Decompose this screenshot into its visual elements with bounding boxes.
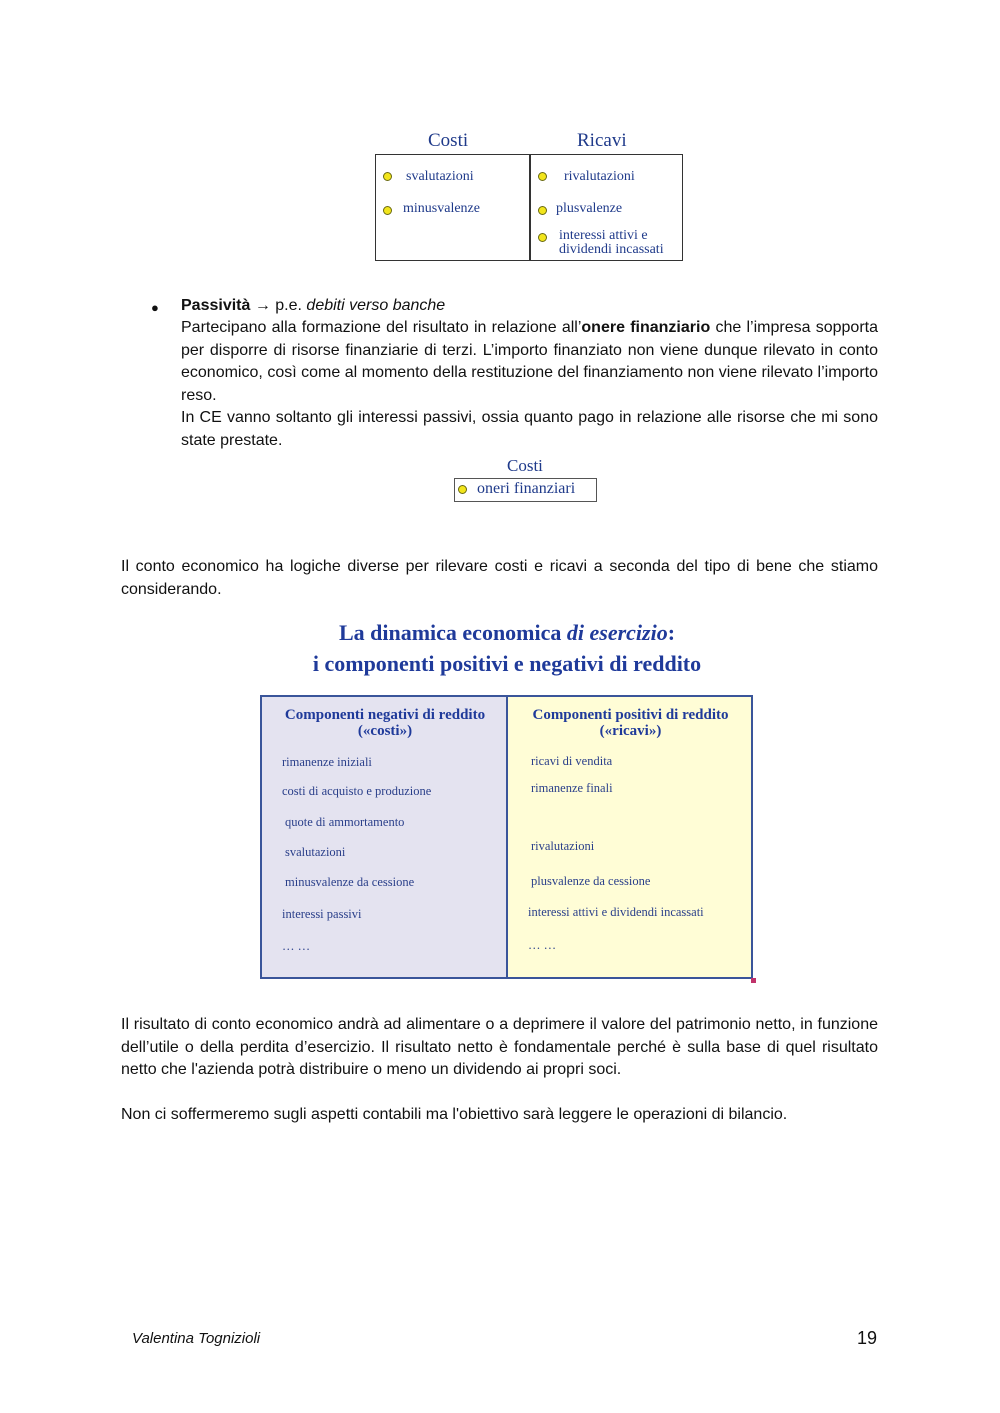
page-number: 19 (857, 1328, 878, 1348)
table1-left-item: minusvalenze (403, 201, 480, 216)
negative-components-header: Componenti negativi di reddito («costi») (284, 707, 486, 739)
negative-component-item: minusvalenze da cessione (285, 875, 415, 889)
table1-right-item: rivalutazioni (564, 169, 635, 184)
passivita-label: Passività (181, 297, 251, 314)
positive-component-item: … … (528, 938, 557, 952)
negative-components-column (262, 697, 508, 977)
positive-component-item: rimanenze finali (531, 781, 613, 795)
positive-component-item: rivalutazioni (531, 839, 595, 853)
table1-right-item: interessi attivi e (559, 228, 648, 243)
yellow-bullet-icon (458, 485, 467, 494)
table1-divider (529, 155, 531, 260)
negative-component-item: svalutazioni (285, 845, 346, 859)
positive-components-header: Componenti positivi di reddito («ricavi») (532, 707, 729, 739)
components-slide-table (260, 695, 753, 979)
slide-title-line2: i componenti positivi e negativi di reddito (312, 651, 702, 676)
passivita-title-line (181, 295, 878, 318)
table2-item: oneri finanziari (477, 480, 576, 497)
positive-component-item: interessi attivi e dividendi incassati (528, 905, 704, 919)
table1-header-ricavi: Ricavi (577, 130, 627, 151)
negative-component-item: … … (282, 939, 311, 953)
passivita-text: Partecipano alla formazione del risultato in relazione all’ (181, 319, 582, 336)
slide-title (200, 617, 814, 679)
oneri-finanziari-box (454, 478, 597, 502)
passivita-arrow: → p.e. (250, 297, 307, 314)
final-paragraph: Non ci soffermeremo sugli aspetti contabili ma l'obiettivo sarà leggere le operazioni di bilancio. (121, 1106, 788, 1123)
slide-corner-mark (751, 978, 756, 983)
passivita-paragraph-2: In CE vanno soltanto gli interessi passivi, ossia quanto pago in relazione alle risorse che mi sono state prestate. (181, 409, 878, 449)
passivita-paragraph-1 (181, 317, 878, 407)
footer-author: Valentina Tognizioli (132, 1330, 261, 1347)
yellow-bullet-icon (538, 206, 547, 215)
slide-title-line1: La dinamica economica di esercizio: (338, 620, 676, 645)
passivita-example: debiti verso banche (306, 297, 446, 314)
negative-component-item: costi di acquisto e produzione (282, 784, 432, 798)
table1-right-item: dividendi incassati (559, 242, 664, 257)
table1-right-item: plusvalenze (556, 201, 623, 216)
costi-ricavi-table (375, 154, 683, 261)
yellow-bullet-icon (383, 206, 392, 215)
negative-component-item: rimanenze iniziali (282, 755, 372, 769)
table2-header-costi: Costi (507, 456, 543, 475)
result-paragraph: Il risultato di conto economico andrà ad alimentare o a deprimere il valore del patrimonio netto, in funzione dell’utile o della perdita d’esercizio. Il risultato netto è fondamentale perché è sulla base di quel risultato netto che l'azienda potrà distribuire o meno un dividendo ai propri soci. (121, 1016, 878, 1078)
table1-left-item: svalutazioni (406, 169, 474, 184)
yellow-bullet-icon (383, 172, 392, 181)
negative-component-item: interessi passivi (282, 907, 362, 921)
table1-header-costi: Costi (428, 130, 469, 151)
list-bullet: ● (151, 300, 159, 315)
positive-component-item: ricavi di vendita (531, 754, 613, 768)
yellow-bullet-icon (538, 172, 547, 181)
onere-finanziario-bold: onere finanziario (581, 319, 711, 336)
positive-component-item: plusvalenze da cessione (531, 874, 651, 888)
yellow-bullet-icon (538, 233, 547, 242)
negative-component-item: quote di ammortamento (285, 815, 405, 829)
positive-components-column (508, 697, 751, 977)
intro-paragraph: Il conto economico ha logiche diverse per rilevare costi e ricavi a seconda del tipo di bene che stiamo considerando. (121, 558, 878, 598)
passivita-text: che l’impresa sopporta per disporre di risorse finanziarie di terzi. L’importo finanziato non viene dunque rilevato in conto economico, così come al momento della restituzione del finanziamento non viene rilevato l’importo reso. (181, 319, 878, 404)
